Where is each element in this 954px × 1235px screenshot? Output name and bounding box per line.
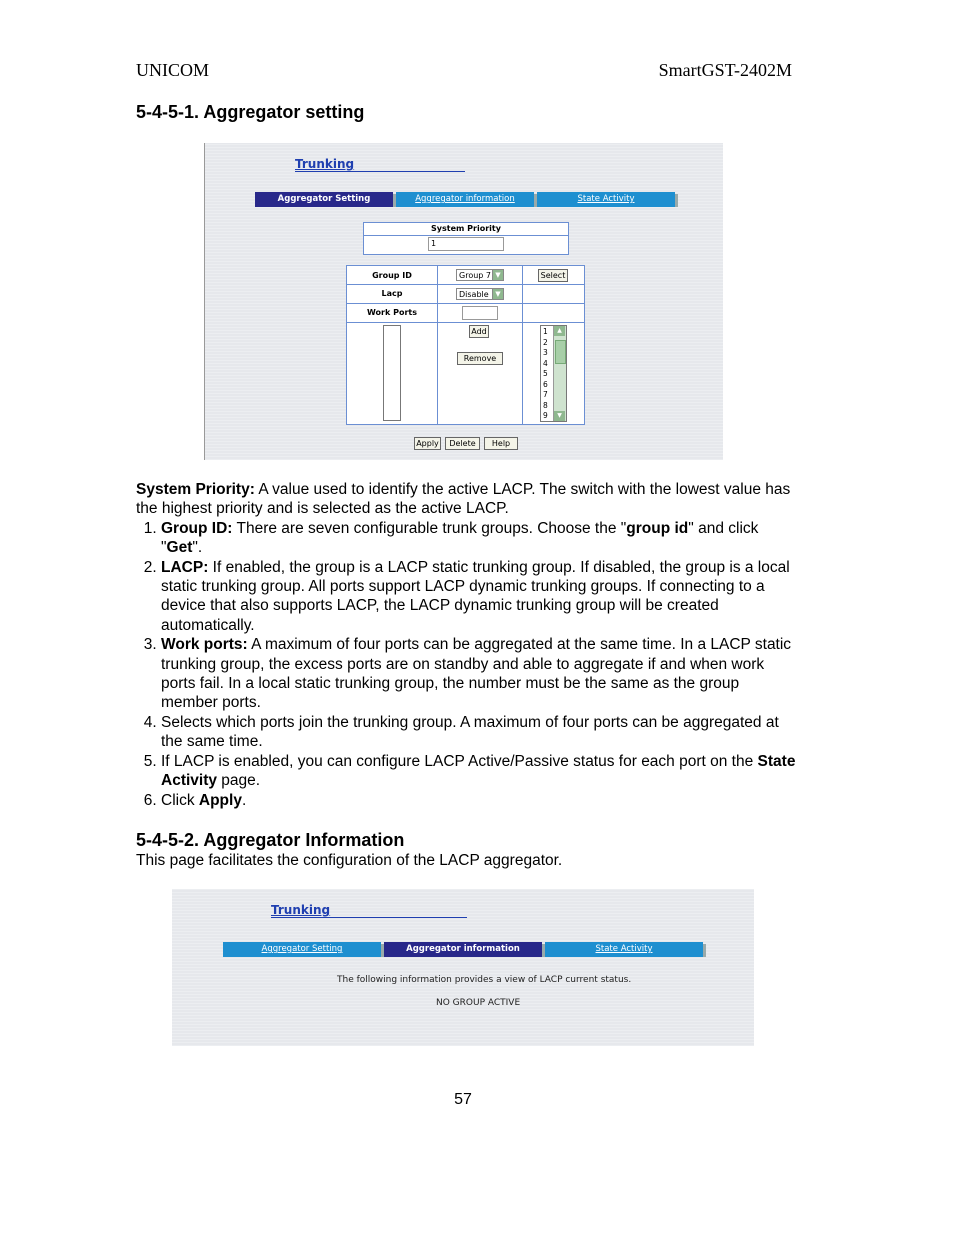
screenshot-aggregator-information xyxy=(172,889,754,1046)
work-ports-label: Work Ports xyxy=(367,308,417,317)
list-item: 1. Group ID: There are seven configurable trunk groups. Choose the "group id" and click "Get". xyxy=(161,519,796,558)
section-title-aggregator-setting: 5-4-5-1. Aggregator setting xyxy=(136,102,365,122)
work-ports-input[interactable] xyxy=(462,306,498,320)
list-item: 4. Selects which ports join the trunking group. A maximum of four ports can be aggregated at the same time. xyxy=(161,713,796,752)
lacp-value: Disable xyxy=(459,290,489,299)
delete-button[interactable]: Delete xyxy=(445,437,480,450)
instructions-list xyxy=(136,519,796,810)
tab-state-activity[interactable]: State Activity xyxy=(537,192,675,207)
tab-state-activity[interactable]: State Activity xyxy=(545,942,703,957)
chevron-down-icon: ▼ xyxy=(492,270,503,280)
screenshot-aggregator-setting xyxy=(204,143,723,460)
port-item[interactable]: 5 xyxy=(543,369,548,378)
chevron-down-icon: ▼ xyxy=(492,289,503,299)
tab-aggregator-information[interactable]: Aggregator information xyxy=(384,942,542,957)
help-button[interactable]: Help xyxy=(484,437,518,450)
port-item[interactable]: 6 xyxy=(543,379,548,389)
member-ports-list[interactable] xyxy=(383,325,401,421)
title-underline xyxy=(271,917,467,918)
remove-button[interactable]: Remove xyxy=(457,352,503,365)
scroll-down-icon[interactable]: ▼ xyxy=(554,411,565,421)
group-id-label: Group ID xyxy=(372,271,412,280)
tab-aggregator-setting[interactable]: Aggregator Setting xyxy=(255,192,393,207)
list-item: 2. LACP: If enabled, the group is a LACP static trunking group. If disabled, the group is a local static trunking group. All ports support LACP dynamic trunking groups. If connecting to a device that also supports LACP, the LACP dynamic trunking group will be created automatically. xyxy=(161,558,796,636)
port-item[interactable]: 7 xyxy=(543,390,548,399)
list-item: 5. If LACP is enabled, you can configure LACP Active/Passive status for each port on the State Activity page. xyxy=(161,752,796,791)
system-priority-input[interactable]: 1 xyxy=(428,237,504,251)
system-priority-label: System Priority xyxy=(431,224,501,233)
list-item: 6. Click Apply. xyxy=(161,791,796,810)
title-underline xyxy=(295,171,465,172)
tab-aggregator-setting[interactable]: Aggregator Setting xyxy=(223,942,381,957)
header-model: SmartGST-2402M xyxy=(658,60,792,80)
info-line: The following information provides a view of LACP current status. xyxy=(337,975,632,985)
group-id-value: Group 7 xyxy=(459,271,491,280)
system-priority-box xyxy=(363,222,569,255)
add-button[interactable]: Add xyxy=(469,325,489,338)
lacp-select[interactable] xyxy=(456,288,504,300)
port-item[interactable]: 2 xyxy=(543,337,548,347)
group-id-select[interactable] xyxy=(456,269,504,281)
scroll-thumb[interactable] xyxy=(555,340,566,364)
trunking-title: Trunking xyxy=(295,157,355,171)
scroll-up-icon[interactable]: ▲ xyxy=(554,326,565,336)
section-title-aggregator-information: 5-4-5-2. Aggregator Information xyxy=(136,830,405,850)
apply-button[interactable]: Apply xyxy=(414,437,441,450)
group-table xyxy=(346,265,585,425)
available-ports-list[interactable] xyxy=(540,325,567,422)
status-text: NO GROUP ACTIVE xyxy=(436,998,521,1008)
tab-bar xyxy=(223,942,703,957)
tab-bar xyxy=(255,192,675,207)
section2-intro: This page facilitates the configuration of the LACP aggregator. xyxy=(136,852,563,869)
port-item[interactable]: 1 xyxy=(543,327,548,336)
lacp-label: Lacp xyxy=(381,289,403,298)
port-item[interactable]: 8 xyxy=(543,400,548,410)
port-item[interactable]: 9 xyxy=(543,411,548,420)
tab-aggregator-information[interactable]: Aggregator information xyxy=(396,192,534,207)
system-priority-paragraph: System Priority: A value used to identify the active LACP. The switch with the lowest value has the highest priority and is selected as the active LACP. xyxy=(136,481,791,518)
page-number: 57 xyxy=(454,1091,472,1108)
trunking-title: Trunking xyxy=(271,903,331,917)
list-item: 3. Work ports: A maximum of four ports can be aggregated at the same time. In a LACP static trunking group, the excess ports are on standby and able to aggregate if and when work ports fail. In a local static trunking group, the number must be the same as the group member ports. xyxy=(161,635,796,713)
select-button[interactable]: Select xyxy=(538,269,568,282)
port-item[interactable]: 3 xyxy=(543,348,548,357)
header-company: UNICOM xyxy=(136,60,210,80)
port-item[interactable]: 4 xyxy=(543,358,548,368)
port-list xyxy=(543,327,548,422)
ports-scrollbar[interactable] xyxy=(553,326,566,421)
description-block xyxy=(136,480,796,810)
